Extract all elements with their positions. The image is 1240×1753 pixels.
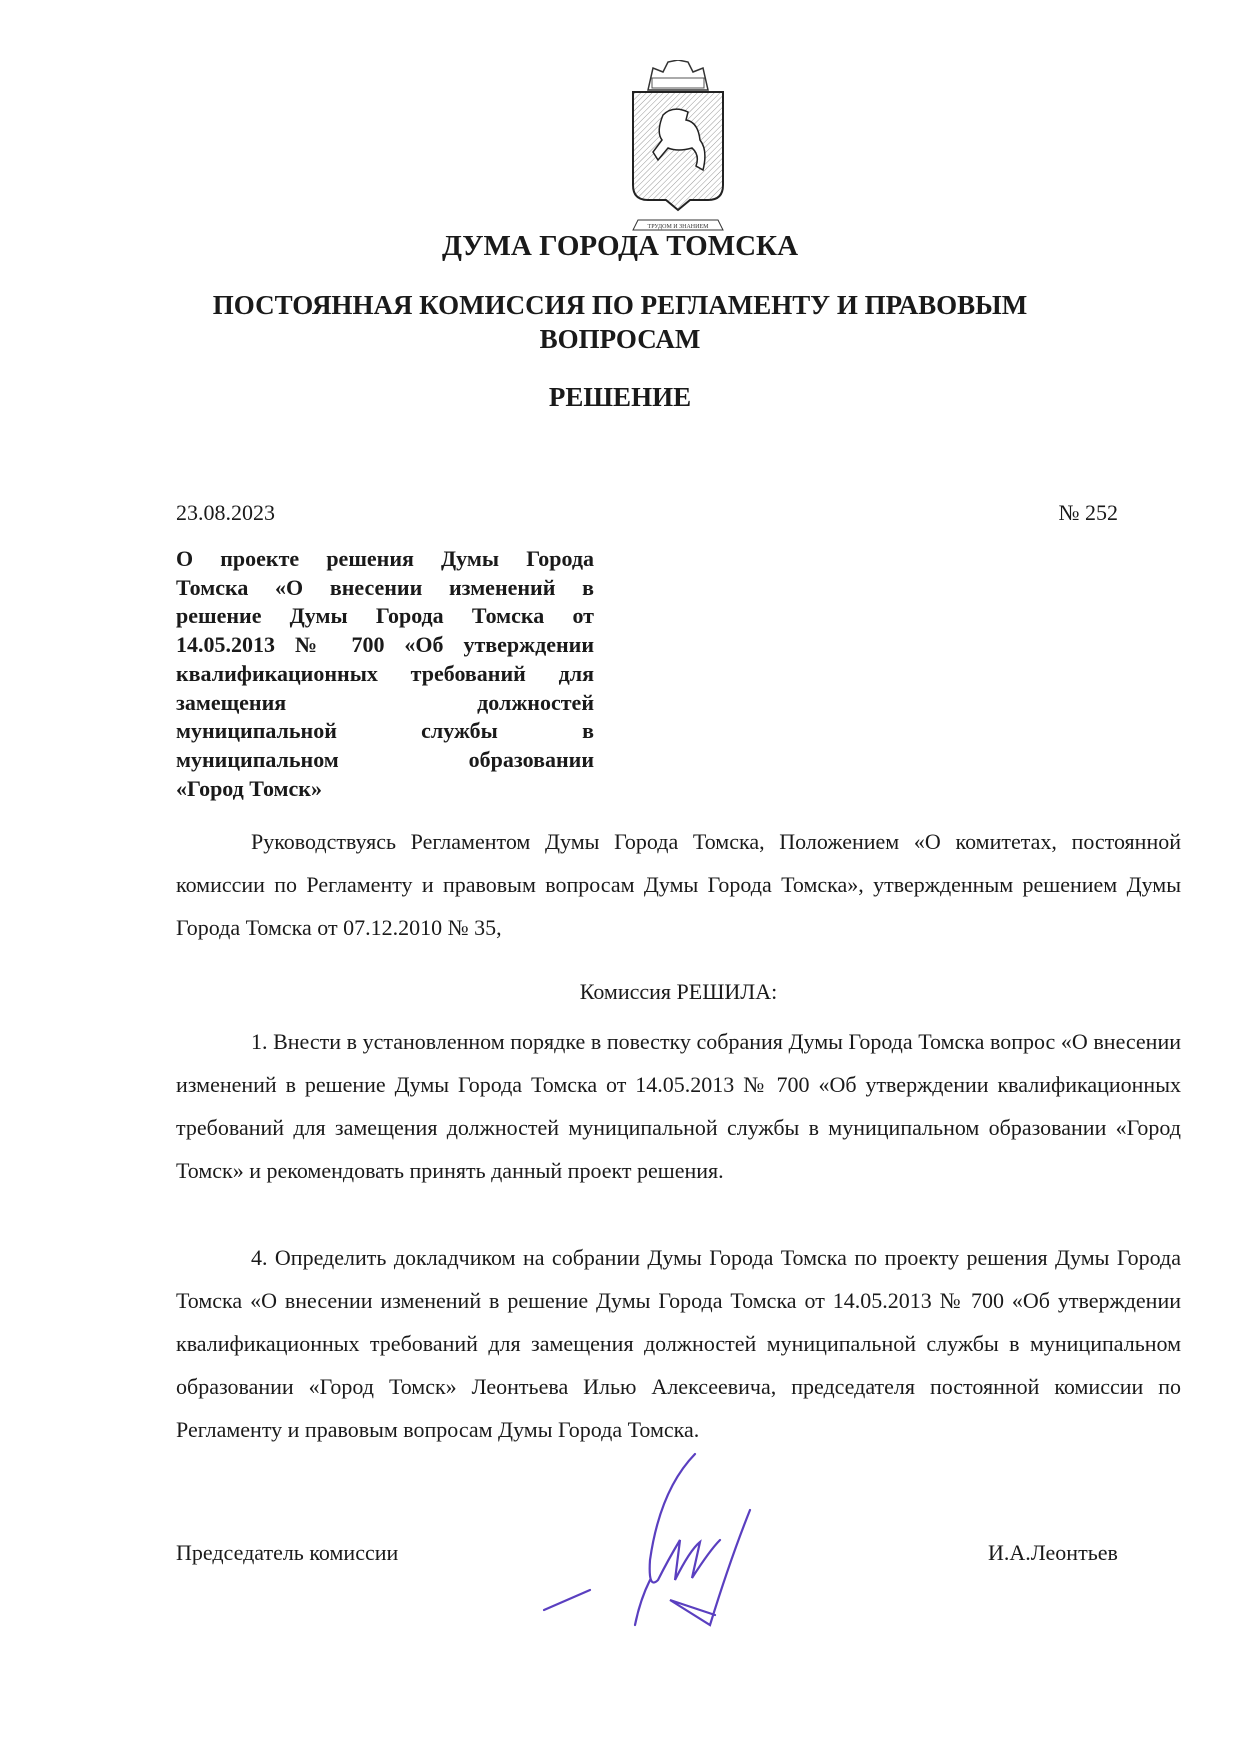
item-1-paragraph: 1. Внести в установленном порядке в повестку собрания Думы Города Томска вопрос «О внесении изменений в решение Думы Города Томска от 14.05.2013 № 700 «Об утверждении квалификационных требований для замещения должностей муниципальной службы в муниципальном образовании «Город Томск» и рекомендовать принять данный проект решения. [176,1029,1181,1183]
signatory-position: Председатель комиссии [176,1540,399,1565]
subject-line: «Город Томск» [176,775,322,801]
motto-text: ТРУДОМ И ЗНАНИЕМ [647,224,709,230]
subject-line: муниципальной службы в [176,718,594,744]
subject-line: замещения должностей [176,689,594,715]
subject-line: 14.05.2013 № 700 «Об утверждении [176,632,594,658]
subject-line: муниципальном образовании [176,746,594,772]
commission-title: ПОСТОЯННАЯ КОМИССИЯ ПО РЕГЛАМЕНТУ И ПРАВОВЫМ ВОПРОСАМ [212,290,1028,354]
document-number: № 252 [1058,500,1118,525]
subject-line: О проекте решения Думы Города [176,546,594,571]
signatory-name: И.А.Леонтьев [988,1540,1118,1565]
subject-line: решение Думы Города Томска от [176,603,594,629]
subject-line: Томска «О внесении изменений в [176,574,594,600]
document-type: РЕШЕНИЕ [548,382,692,412]
item-4-paragraph: 4. Определить докладчиком на собрании Думы Города Томска по проекту решения Думы Города Томска «О внесении изменений в решение Думы Города Томска от 14.05.2013 № 700 «Об утверждении квалификационных требований для замещения должностей муниципальной службы в муниципальном образовании «Город Томск» Леонтьева Илью Алексеевича, председателя постоянной комиссии по Регламенту и правовым вопросам Думы Города Томска. [176,1245,1181,1442]
organization-title: ДУМА ГОРОДА ТОМСКА [441,230,799,262]
preamble-paragraph: Руководствуясь Регламентом Думы Города Томска, Положением «О комитетах, постоянной комиссии по Регламенту и правовым вопросам Думы Города Томска», утвержденным решением Думы Города Томска от 07.12.2010 № 35, [176,829,1181,940]
document-date: 23.08.2023 [176,500,275,525]
handwritten-signature [540,1450,800,1650]
resolved-heading: Комиссия РЕШИЛА: [579,979,778,1004]
coat-of-arms-emblem [628,60,728,235]
subject-line: квалификационных требований для [176,660,594,686]
subject-heading [176,545,594,803]
